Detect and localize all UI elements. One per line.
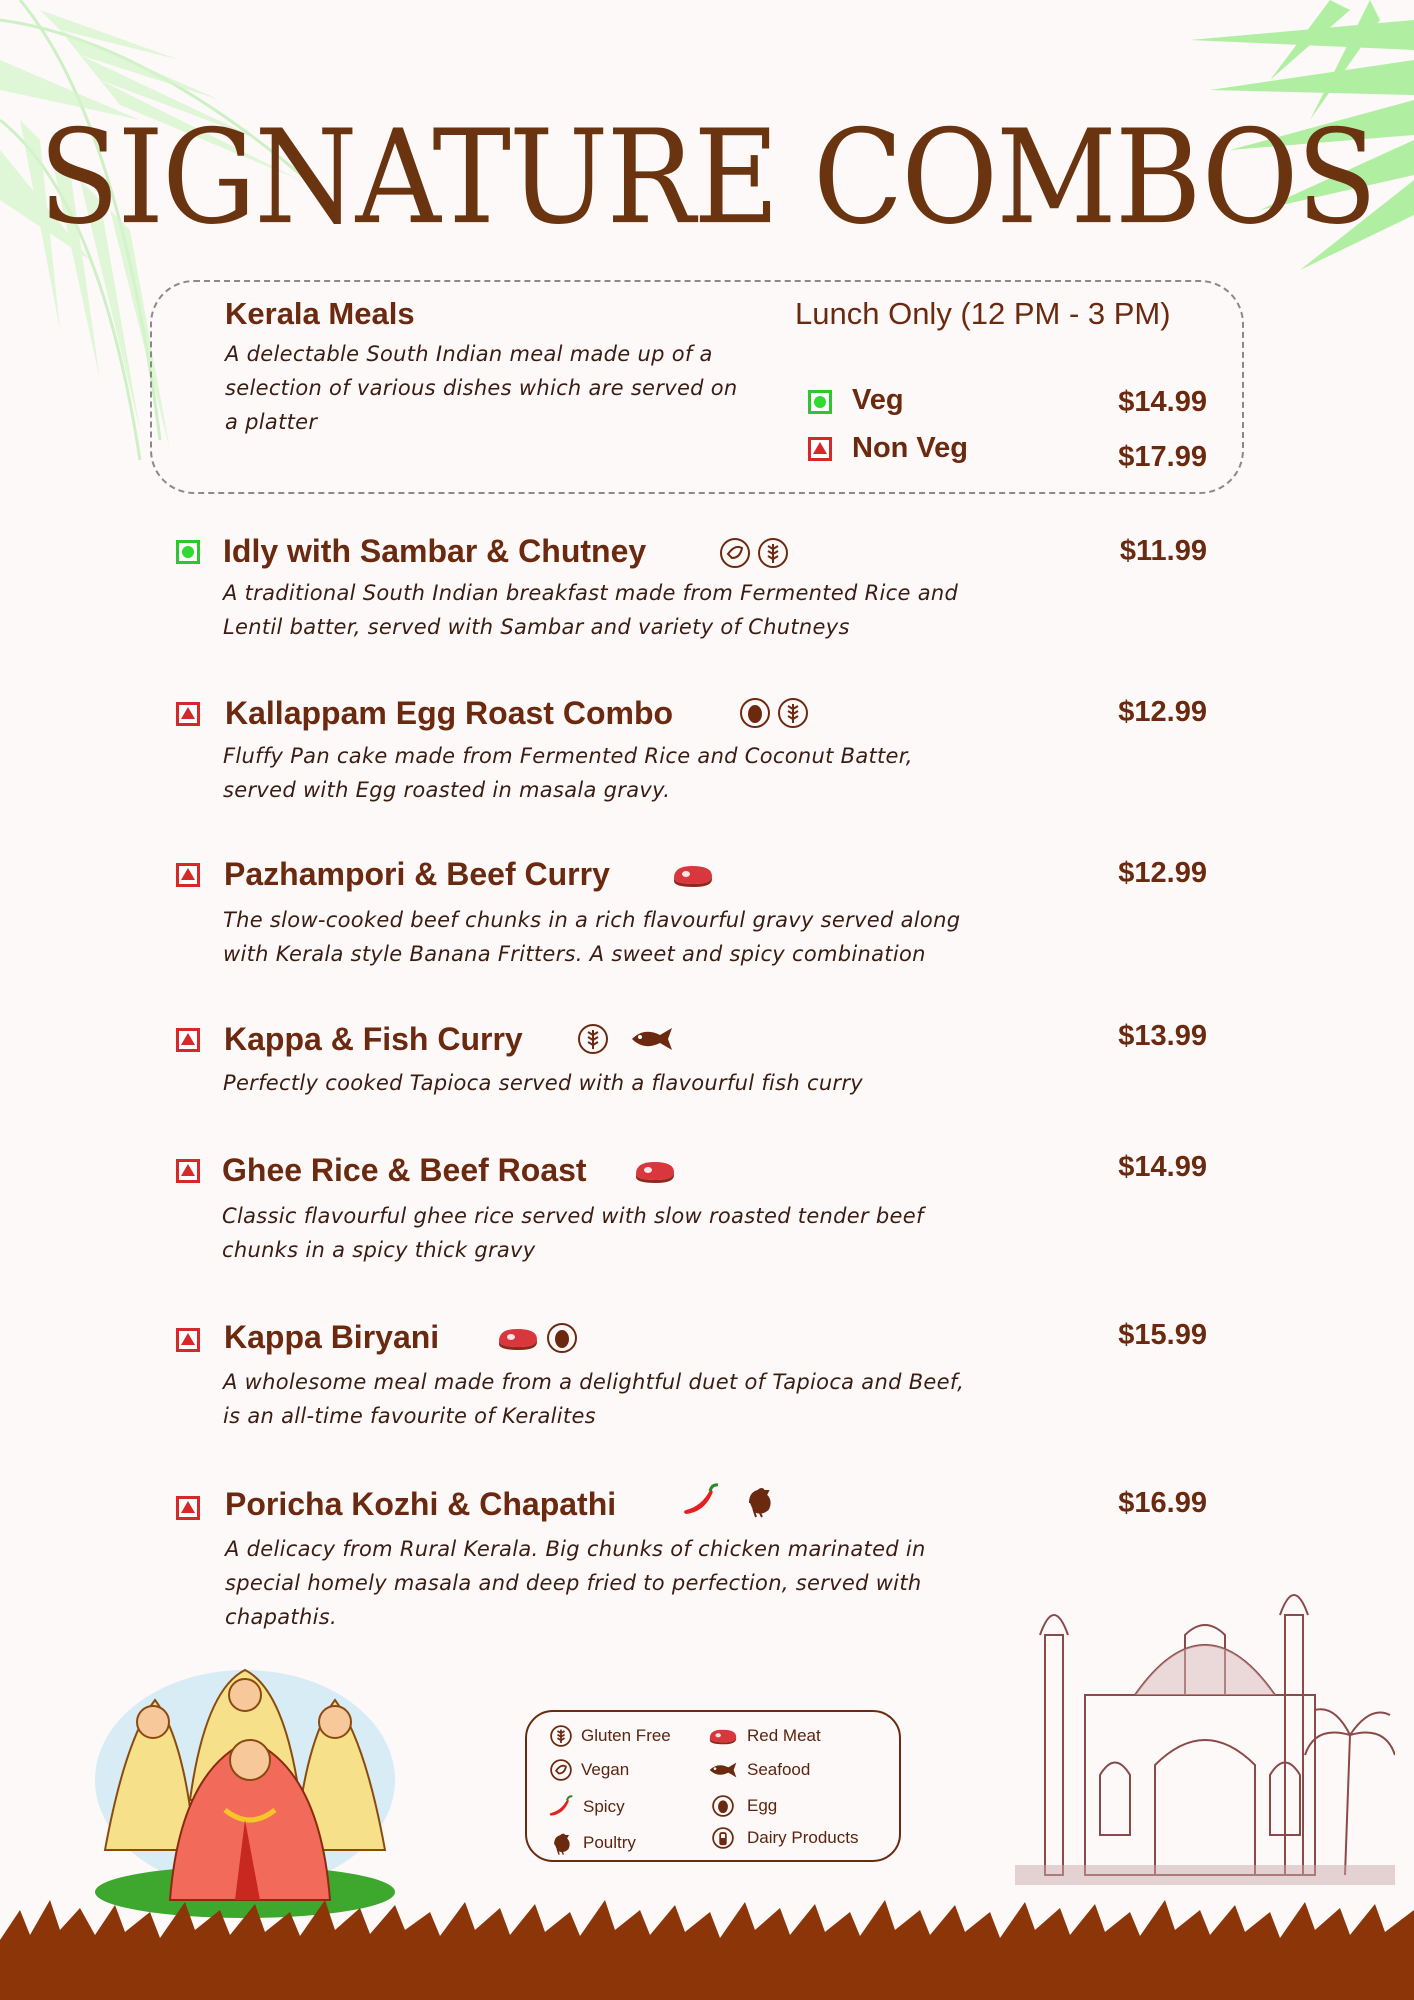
red-meat-icon: [632, 1158, 678, 1184]
item-icons: [495, 1321, 579, 1355]
lunch-availability: Lunch Only (12 PM - 3 PM): [795, 296, 1171, 331]
red-meat-icon: [495, 1325, 541, 1351]
nonveg-mark: [176, 702, 200, 726]
item-price: $14.99: [1118, 1151, 1207, 1183]
item-icons: [680, 1482, 778, 1520]
gluten-free-icon: [549, 1724, 573, 1748]
egg-icon: [711, 1794, 735, 1818]
item-icons: [632, 1158, 678, 1184]
palace-sketch: [1015, 1575, 1395, 1885]
nonveg-option-label: Non Veg: [852, 432, 969, 464]
nonveg-mark: [176, 1028, 200, 1052]
item-description: A delicacy from Rural Kerala. Big chunks of chicken marinated in special homely masala and deep fried to perfection, served with chapathis.: [225, 1537, 926, 1629]
item-price: $13.99: [1118, 1020, 1207, 1052]
item-price: $15.99: [1118, 1319, 1207, 1351]
item-name: Kappa & Fish Curry: [224, 1021, 523, 1057]
veg-option-label: Veg: [852, 384, 904, 416]
item-icons: [670, 862, 716, 888]
item-description: Fluffy Pan cake made from Fermented Rice and Coconut Batter, served with Egg roasted in masala gravy.: [223, 744, 913, 802]
legend-egg: [711, 1794, 777, 1818]
spicy-icon: [547, 1794, 575, 1820]
egg-icon: [545, 1321, 579, 1355]
item-price: $12.99: [1118, 696, 1207, 728]
icon-legend: [525, 1710, 901, 1862]
legend-label: Spicy: [583, 1797, 625, 1816]
item-icons: [718, 536, 790, 570]
item-name: Poricha Kozhi & Chapathi: [225, 1486, 617, 1522]
legend-label: Vegan: [581, 1760, 630, 1779]
item-price: $11.99: [1119, 535, 1207, 567]
gluten-free-icon: [576, 1022, 610, 1056]
item-description: A wholesome meal made from a delightful duet of Tapioca and Beef, is an all-time favourite of Keralites: [223, 1370, 965, 1428]
nonveg-option-price: $17.99: [1118, 441, 1207, 473]
item-price: $12.99: [1118, 857, 1207, 889]
legend-red-meat: [707, 1726, 821, 1746]
dairy-icon: [711, 1826, 735, 1850]
nonveg-mark: [176, 1328, 200, 1352]
gluten-free-icon: [756, 536, 790, 570]
nonveg-mark: [176, 1496, 200, 1520]
red-meat-icon: [670, 862, 716, 888]
item-name: Kallappam Egg Roast Combo: [225, 695, 674, 731]
nonveg-mark: [176, 863, 200, 887]
legend-dairy: [711, 1826, 858, 1850]
legend-spicy: [547, 1794, 625, 1820]
legend-gluten-free: [549, 1724, 671, 1748]
vegan-icon: [549, 1758, 573, 1782]
item-icons: [576, 1022, 676, 1056]
kerala-meals-title: Kerala Meals: [225, 296, 415, 331]
item-name: Pazhampori & Beef Curry: [224, 856, 610, 892]
item-name: Kappa Biryani: [224, 1319, 440, 1355]
item-icons: [738, 696, 810, 730]
legend-poultry: [549, 1830, 636, 1856]
grass-ground: [0, 1900, 1414, 2000]
veg-mark: [176, 540, 200, 564]
seafood-icon: [707, 1760, 739, 1780]
poultry-icon: [549, 1830, 575, 1856]
spicy-icon: [680, 1482, 722, 1520]
egg-icon: [738, 696, 772, 730]
veg-option-price: $14.99: [1118, 386, 1207, 418]
kerala-meals-description: A delectable South Indian meal made up of a selection of various dishes which are served on a platter: [225, 342, 738, 434]
nonveg-mark: [808, 437, 832, 461]
legend-label: Gluten Free: [581, 1726, 671, 1745]
legend-label: Red Meat: [747, 1726, 821, 1745]
item-description: Perfectly cooked Tapioca served with a flavourful fish curry: [223, 1071, 864, 1095]
legend-seafood: [707, 1760, 810, 1780]
poultry-icon: [742, 1483, 778, 1519]
item-description: The slow-cooked beef chunks in a rich flavourful gravy served along with Kerala style Banana Fritters. A sweet and spicy combination: [223, 908, 961, 966]
item-name: Idly with Sambar & Chutney: [223, 533, 647, 569]
item-description: A traditional South Indian breakfast made from Fermented Rice and Lentil batter, served with Sambar and variety of Chutneys: [223, 581, 959, 639]
item-price: $16.99: [1118, 1487, 1207, 1519]
veg-mark: [808, 390, 832, 414]
red-meat-icon: [707, 1727, 739, 1745]
nonveg-mark: [176, 1159, 200, 1183]
legend-vegan: [549, 1758, 629, 1782]
page-title: SIGNATURE COMBOS: [38, 101, 1376, 253]
gluten-free-icon: [776, 696, 810, 730]
legend-label: Dairy Products: [747, 1828, 859, 1847]
seafood-icon: [628, 1024, 676, 1054]
legend-label: Poultry: [583, 1833, 636, 1852]
item-description: Classic flavourful ghee rice served with slow roasted tender beef chunks in a spicy thick gravy: [222, 1204, 924, 1262]
vegan-icon: [718, 536, 752, 570]
item-name: Ghee Rice & Beef Roast: [222, 1152, 587, 1188]
legend-label: Egg: [747, 1796, 778, 1815]
legend-label: Seafood: [747, 1760, 811, 1779]
kerala-women-illustration: [85, 1650, 405, 1920]
